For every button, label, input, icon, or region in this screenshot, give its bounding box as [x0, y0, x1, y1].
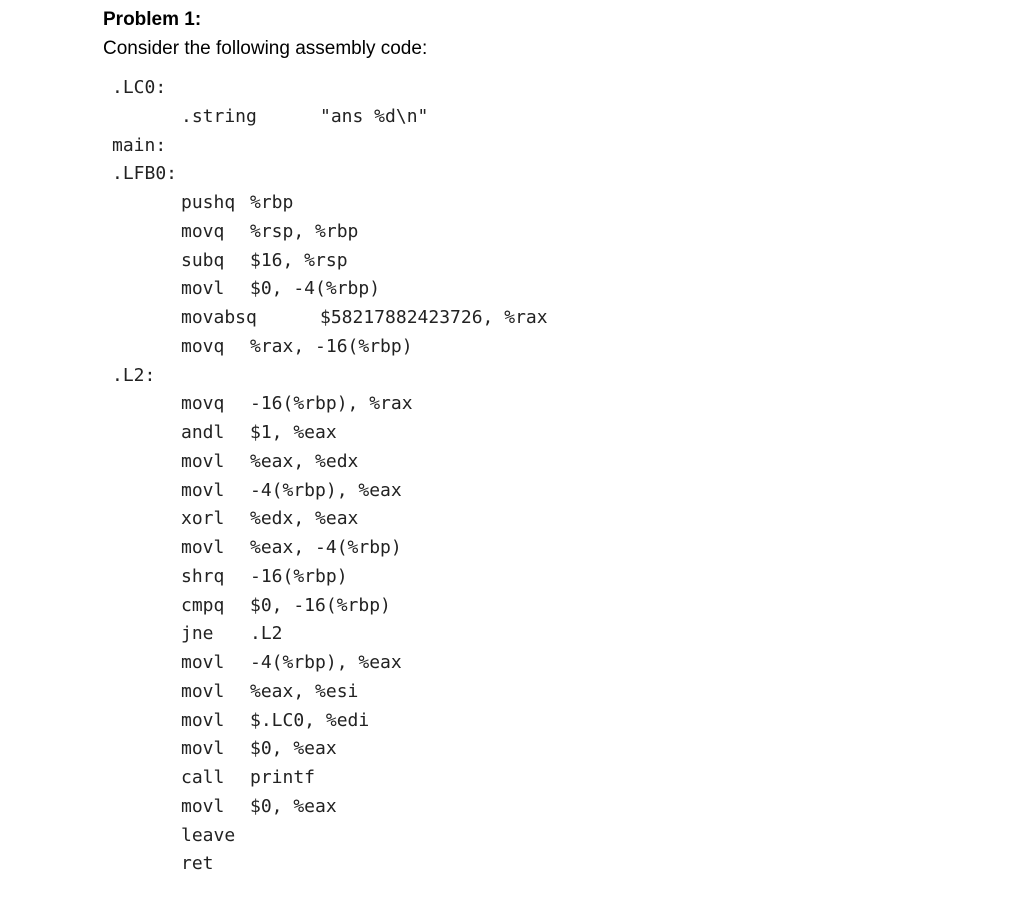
- instruction-operands: $.LC0, %edi: [250, 709, 370, 731]
- instruction-mnemonic: movq: [181, 220, 225, 242]
- instruction-mnemonic: cmpq: [181, 594, 225, 616]
- instruction-mnemonic: movl: [181, 537, 225, 558]
- code-instruction-line: [181, 621, 283, 647]
- instruction-mnemonic: movq: [181, 335, 225, 357]
- instruction-operands: .L2: [250, 623, 283, 645]
- code-instruction-line: [181, 420, 337, 446]
- instruction-operands: $0, -16(%rbp): [250, 594, 391, 616]
- instruction-mnemonic: movl: [181, 278, 225, 300]
- code-instruction-line: [181, 708, 369, 734]
- instruction-operands: $58217882423726, %rax: [320, 307, 548, 328]
- instruction-mnemonic: jne: [181, 623, 214, 645]
- code-instruction-line: [181, 190, 293, 216]
- code-instruction-line: [181, 823, 250, 849]
- instruction-mnemonic: ret: [181, 853, 214, 875]
- instruction-mnemonic: andl: [181, 422, 225, 443]
- code-label-line: .LC0:: [112, 77, 167, 98]
- instruction-mnemonic: movl: [181, 738, 225, 760]
- instruction-operands: %edx, %eax: [250, 508, 359, 530]
- code-instruction-line: [181, 535, 402, 561]
- code-label-line: .L2:: [112, 364, 156, 386]
- code-instruction-line: [181, 851, 250, 877]
- code-instruction-line: [181, 679, 358, 705]
- instruction-mnemonic: movabsq: [181, 307, 257, 328]
- code-instruction-line: [181, 564, 348, 590]
- instruction-operands: %rbp: [250, 192, 294, 213]
- instruction-operands: $0, %eax: [250, 795, 337, 817]
- instruction-operands: -16(%rbp), %rax: [250, 393, 413, 415]
- instruction-mnemonic: call: [181, 767, 225, 788]
- instruction-mnemonic: movq: [181, 393, 225, 415]
- instruction-operands: -16(%rbp): [250, 565, 348, 587]
- problem-intro: Consider the following assembly code:: [103, 38, 428, 59]
- instruction-mnemonic: movl: [181, 652, 225, 673]
- instruction-operands: %eax, %esi: [250, 680, 359, 702]
- instruction-mnemonic: movl: [181, 709, 225, 731]
- instruction-mnemonic: movl: [181, 680, 225, 702]
- code-label-line: .LFB0:: [112, 163, 178, 185]
- instruction-operands: %rsp, %rbp: [250, 220, 359, 242]
- code-instruction-line: [181, 650, 402, 676]
- instruction-mnemonic: leave: [181, 824, 236, 846]
- code-instruction-line: [181, 391, 413, 417]
- code-label-line: main:: [112, 134, 167, 156]
- instruction-mnemonic: movl: [181, 479, 225, 501]
- instruction-operands: $1, %eax: [250, 422, 337, 443]
- code-instruction-line: [181, 478, 402, 504]
- code-instruction-line: [181, 276, 380, 302]
- code-instruction-line: [181, 334, 413, 360]
- instruction-operands: %rax, -16(%rbp): [250, 335, 413, 357]
- code-instruction-line: [181, 449, 358, 475]
- code-instruction-line: [181, 593, 391, 619]
- code-instruction-line: [181, 104, 428, 130]
- instruction-operands: %eax, %edx: [250, 450, 359, 472]
- instruction-mnemonic: movl: [181, 450, 225, 472]
- instruction-operands: %eax, -4(%rbp): [250, 537, 402, 558]
- instruction-operands: "ans %d\n": [320, 105, 429, 127]
- instruction-operands: $0, %eax: [250, 738, 337, 760]
- instruction-mnemonic: subq: [181, 249, 225, 271]
- code-instruction-line: [181, 736, 337, 762]
- instruction-mnemonic: xorl: [181, 508, 225, 530]
- instruction-mnemonic: shrq: [181, 565, 225, 587]
- instruction-mnemonic: movl: [181, 795, 225, 817]
- problem-title: Problem 1:: [103, 9, 202, 30]
- code-instruction-line: [181, 506, 358, 532]
- code-instruction-line: [181, 248, 348, 274]
- code-instruction-line: [181, 305, 548, 331]
- instruction-operands: $16, %rsp: [250, 249, 348, 271]
- code-instruction-line: [181, 794, 337, 820]
- instruction-operands: printf: [250, 767, 316, 788]
- code-instruction-line: [181, 765, 315, 791]
- instruction-operands: -4(%rbp), %eax: [250, 479, 402, 501]
- instruction-operands: $0, -4(%rbp): [250, 278, 381, 300]
- code-instruction-line: [181, 219, 358, 245]
- instruction-operands: -4(%rbp), %eax: [250, 652, 402, 673]
- instruction-mnemonic: .string: [181, 105, 257, 127]
- instruction-mnemonic: pushq: [181, 192, 236, 213]
